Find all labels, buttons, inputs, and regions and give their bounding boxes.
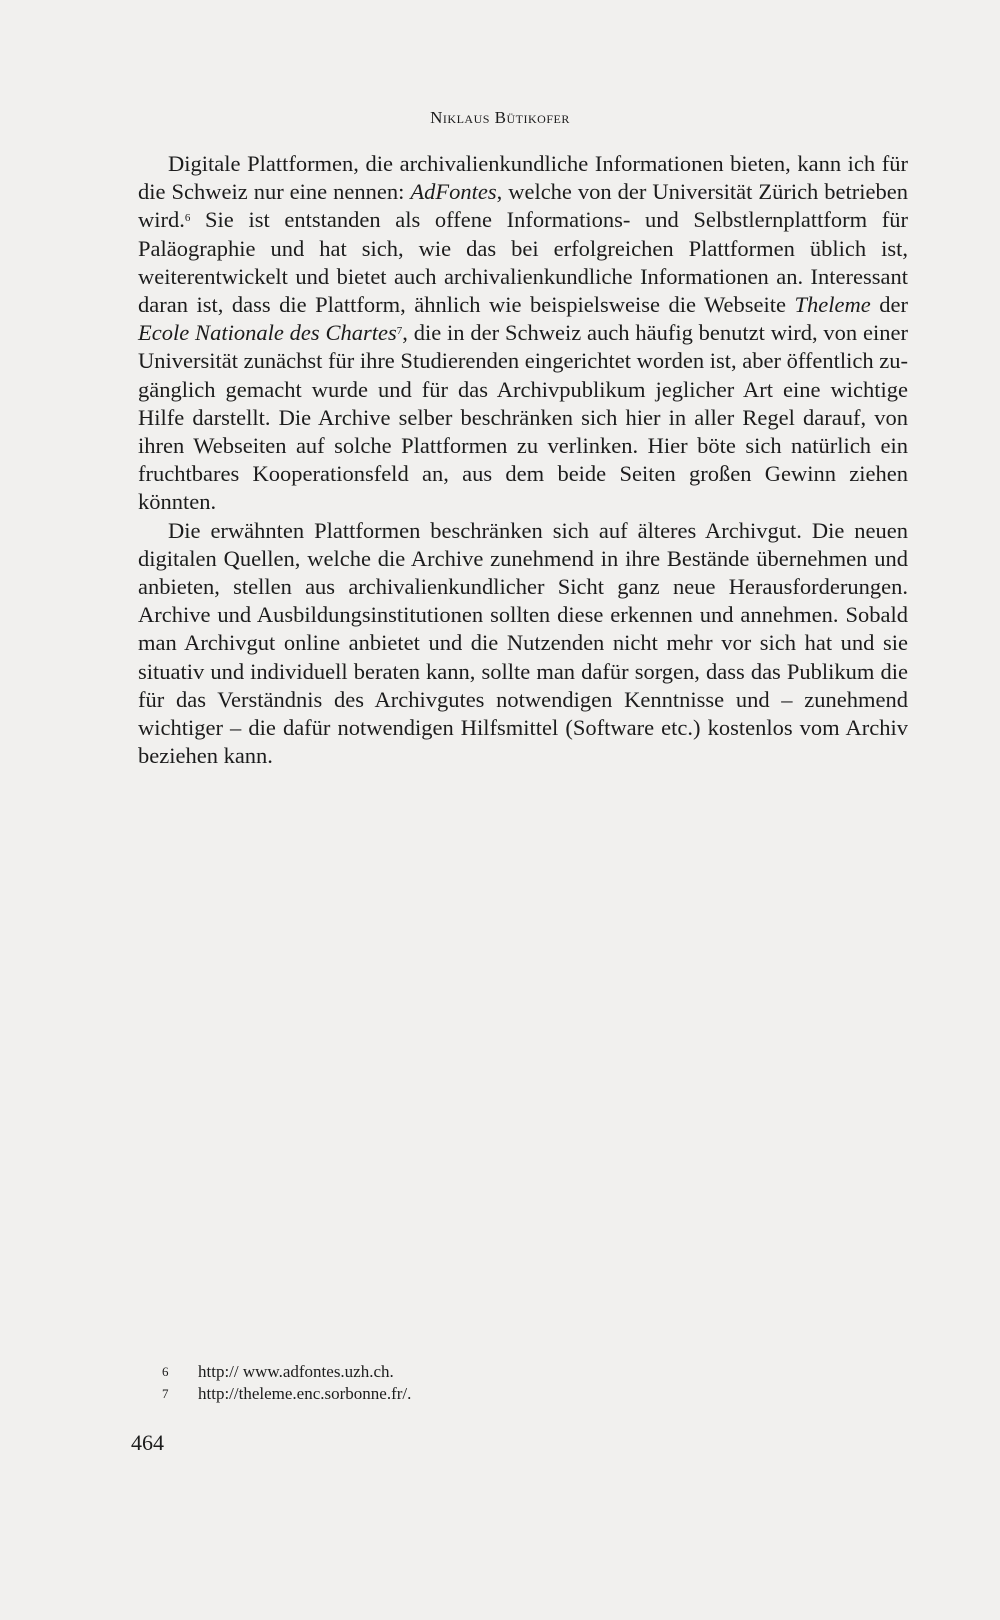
footnote-ref-6[interactable]: 6 [184,212,191,225]
footnote-number: 6 [162,1364,169,1379]
footnote-number: 7 [162,1386,169,1401]
text-run: Sie ist entstanden als offene Informations- und Selbstlernplattform für Paläographie und hat sich, wie das bei erfolgreichen Plattformen üblich ist, weiterentwickelt und bietet auch archivalienkundliche Informationen an. Interessant daran ist, dass die Plattform, ähnlich wie beispielsweise die Webseite [138,207,908,318]
paragraph-2: Die erwähnten Plattformen beschränken sich auf älteres Archivgut. Die neuen digitalen Quellen, welche die Archive zunehmend in ihre Bestände übernehmen und anbieten, stellen aus archivalienkundlicher Sicht ganz neue Herausforderungen. Archive und Ausbildungsinstitutionen sollten diese erkennen und annehmen. Sobald man Archivgut online anbietet und die Nutzenden nicht mehr vor sich hat und sie situativ und individuell beraten kann, sollte man dafür sorgen, dass das Publikum die für das Verständnis des Archivgutes notwendigen Kenntnisse und – zunehmend wichtiger – die dafür notwendigen Hilfsmittel (Software etc.) kostenlos vom Archiv beziehen kann. [138,517,908,769]
footnote-7 [162,1383,411,1405]
footnote-6 [162,1361,411,1383]
text-run: Digitale Plattformen, die archivalienkundliche Informationen bieten, kann ich für die Schweiz nur eine nennen: [138,151,908,205]
italic-title-ecole: Ecole Nationale des Chartes [138,320,397,346]
text-run: , welche von der Universität Zürich betrieben wird. [138,179,909,233]
page-number: 464 [131,1430,164,1455]
footnotes [162,1361,411,1405]
running-header: Niklaus Bütikofer [430,108,570,127]
footnote-ref-7[interactable]: 7 [396,325,403,338]
footnote-link[interactable]: http:// www.adfontes.uzh.ch. [198,1362,394,1381]
footnote-link[interactable]: http://theleme.enc.sorbonne.fr/. [198,1384,412,1403]
italic-title-adfontes: AdFontes [410,179,497,205]
text-run: , die in der Schweiz auch häufig benutzt wird, von einer Universität zunächst für ihre Studierenden eingerichtet worden ist, aber öffentlich zugänglich gemacht wurde und für das Archivpublikum jeglicher Art eine wichtige Hilfe darstellt. Die Archive selber beschränken sich hier in aller Regel darauf, von ihren Webseiten auf solche Plattformen zu verlinken. Hier böte sich natürlich ein fruchtbares Kooperationsfeld an, aus dem beide Seiten großen Gewinn ziehen könnten. [138,320,908,515]
body-text [138,150,908,770]
italic-title-theleme: Theleme [794,292,871,318]
paragraph-1 [138,150,908,517]
text-run: der [870,292,908,318]
